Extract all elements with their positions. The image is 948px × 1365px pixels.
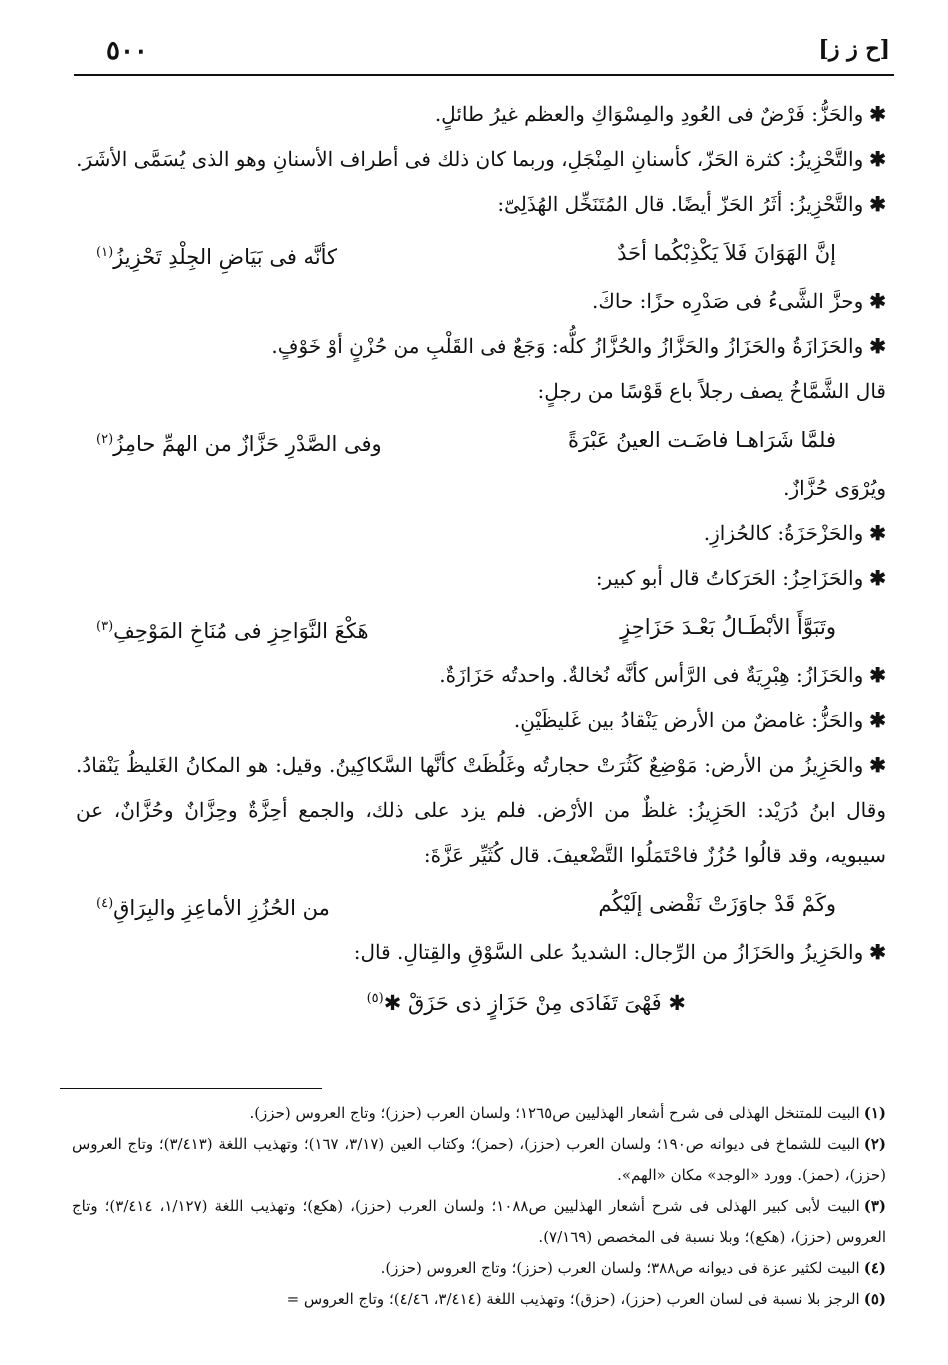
verse-line — [76, 601, 886, 653]
footnote-number: (٣) — [863, 1197, 887, 1215]
quote-intro: قال الشَّمَّاخُ يصف رجلاً باع قَوْسًا من رجلٍ: — [537, 379, 886, 403]
entry — [76, 743, 886, 878]
hemistich-text: من الحُزُزِ الأماعِزِ والبِرَاقِ — [113, 896, 330, 920]
entry-star-icon: ✱ — [869, 663, 886, 687]
entry — [76, 653, 886, 698]
entry-star-icon: ✱ — [668, 991, 686, 1015]
entry-star-icon: ✱ — [869, 289, 886, 313]
footnote — [72, 1098, 886, 1129]
entry — [76, 137, 886, 182]
footnote-marker: (١) — [96, 245, 114, 260]
entry-text: والحَزِيزُ من الأرض: مَوْضِعٌ كَثُرَتْ حجارتُه وغَلُظَتْ كأنَّها السَّكاكِينُ. وقيل: هو المكانُ الغَليظُ يَنْقادُ. وقال ابنُ دُرَيْد: الحَزِيزُ: غلظٌ من الأرْض. فلم يزد على ذلك، والجمع أحِزَّةٌ وحِزَّانٌ وحُزَّانٌ، عن سيبويه، وقد قالُوا حُزُزٌ فاحْتَمَلُوا التَّضْعيفَ. قال كُثَيِّر عَزَّةَ: — [76, 753, 886, 867]
entry-text: والحَزِيزُ والحَزَازُ من الرِّجال: الشديدُ على السَّوْقِ والقِتالِ. قال: — [353, 940, 864, 964]
footnote — [72, 1284, 886, 1315]
entry-star-icon: ✱ — [869, 566, 886, 590]
entry-star-icon: ✱ — [383, 991, 402, 1015]
verse-first-hemistich: وتَبَوَّأَ الأبْطَـالُ بَعْـدَ حَزَاحِزٍ — [620, 615, 836, 639]
footnote-text: الرجز بلا نسبة فى لسان العرب (حزز)، (حزق)؛ وتهذيب اللغة (٣/٤١٤، ٤/٤٦)؛ وتاج العروس = — [286, 1290, 860, 1308]
verse-second-hemistich — [96, 601, 369, 653]
footnote — [72, 1129, 886, 1191]
entry-text: والحَزْحَزَةُ: كالحُزازِ. — [703, 521, 864, 545]
verse-first-hemistich: وكَمْ قَدْ جاوَزَتْ نَقْضى إلَيْكُم — [598, 892, 836, 916]
verse-line — [76, 878, 886, 930]
entry-text: والتَّحْزِيزُ: أثَرُ الحَزّ أيضًا. قال المُتَنَخِّل الهُذَلِىّ: — [497, 192, 864, 216]
page-number: ٥٠٠ — [106, 36, 148, 66]
entry-text: والتَّحْزِيزُ: كثرة الحَزّ، كأسنانِ المِنْجَلِ، وربما كان ذلك فى أطراف الأسنانِ وهو الذى يُسَمَّى الأشَرَ. — [76, 147, 864, 171]
dictionary-page — [60, 26, 894, 1336]
footnote-marker: (٢) — [96, 432, 114, 447]
footnote-divider — [60, 1088, 322, 1089]
footnotes — [72, 1098, 886, 1315]
entry-star-icon: ✱ — [869, 708, 886, 732]
entry-star-icon: ✱ — [869, 521, 886, 545]
entry-text: والحَزَاحِزُ: الحَرَكاتُ قال أبو كبير: — [595, 566, 864, 590]
header-divider — [74, 74, 894, 76]
entry — [76, 324, 886, 369]
entry-star-icon: ✱ — [869, 192, 886, 216]
rajaz-text: فَهْىَ تَفَادَى مِنْ حَزَازٍ ذى حَزَقْ — [408, 991, 662, 1015]
rajaz-line — [76, 975, 886, 1023]
verse-second-hemistich — [96, 414, 382, 466]
footnote-number: (٥) — [863, 1290, 886, 1308]
verse-line — [76, 227, 886, 279]
entry-text: وحزَّ الشَّىءُ فى صَدْرِه حزًا: حاكَ. — [591, 289, 864, 313]
footnote-number: (٤) — [863, 1259, 886, 1277]
entry — [76, 182, 886, 227]
footnote-marker: (٣) — [96, 619, 114, 634]
footnote-text: البيت لكثير عزة فى ديوانه ص٣٨٨؛ ولسان العرب (حزز)؛ وتاج العروس (حزز). — [380, 1259, 860, 1277]
entry — [76, 279, 886, 324]
footnote-text: البيت للشماخ فى ديوانه ص١٩٠؛ ولسان العرب (حزز)، (حمز)؛ وكتاب العين (٣/١٧، ١٦٧)؛ وتهذيب اللغة (٣/٤١٣)؛ وتاج العروس (حزز)، (حمز). وورد «الوجد» مكان «الهم». — [72, 1135, 886, 1184]
footnote-number: (٢) — [863, 1135, 887, 1153]
verse-second-hemistich — [96, 878, 330, 930]
page-header — [60, 26, 894, 70]
entry-text: والحَزُّ: فَرْضٌ فى العُودِ والمِسْوَاكِ والعظم غيرُ طائلٍ. — [434, 102, 864, 126]
hemistich-text: هَكْعَ النَّوَاحِزِ فى مُنَاخِ المَوْحِفِ — [113, 619, 369, 643]
entry-star-icon: ✱ — [869, 334, 886, 358]
verse-first-hemistich: فلمَّا شَرَاهـا فاضَـت العينُ عَبْرَةً — [567, 428, 836, 452]
footnote-marker: (٤) — [96, 896, 114, 911]
footnote-text: البيت لأبى كبير الهذلى فى شرح أشعار الهذليين ص١٠٨٨؛ ولسان العرب (حزز)، (هكع)؛ وتهذيب اللغة (١/١٢٧، ٣/٤١٤)؛ وتاج العروس (حزز)، (هكع)؛ وبلا نسبة فى المخصص (٧/١٦٩). — [72, 1197, 886, 1246]
entry-star-icon: ✱ — [869, 102, 886, 126]
footnote-marker: (٥) — [366, 991, 384, 1006]
entry — [76, 556, 886, 601]
hemistich-text: كأنَّه فى بَيَاضِ الجِلْدِ تَحْزِيزُ — [113, 245, 338, 269]
entry — [76, 930, 886, 975]
root-heading: [ح ز ز] — [818, 36, 890, 62]
footnote — [72, 1191, 886, 1253]
entry — [76, 698, 886, 743]
hemistich-text: وفى الصَّدْرِ حَزَّازٌ من الهمِّ حامِزُ — [113, 432, 382, 456]
verse-first-hemistich: إنَّ الهَوَانَ فَلاَ يَكْذِبْكُما أحَدٌ — [617, 241, 836, 265]
entry-text: والحَزَازُ: هِبْرِيَةٌ فى الرَّأس كأنَّه نُخالةٌ. واحدتُه حَزَازَةٌ. — [439, 663, 864, 687]
footnote-number: (١) — [863, 1104, 886, 1122]
footnote — [72, 1253, 886, 1284]
entry-star-icon: ✱ — [869, 940, 886, 964]
entry-star-icon: ✱ — [869, 147, 886, 171]
variant-note: ويُرْوَى حُزَّازٌ. — [783, 476, 886, 500]
entries-body — [76, 92, 886, 1023]
entry-star-icon: ✱ — [869, 753, 886, 777]
verse-second-hemistich — [96, 227, 337, 279]
verse-line — [76, 414, 886, 466]
entry-text: والحَزَازَةُ والحَزَازُ والحَزَّازُ والحُزَّازُ كلُّه: وَجَعٌ فى القَلْبِ من حُزْنٍ أوْ خَوْفٍ. — [271, 334, 864, 358]
entry — [76, 92, 886, 137]
entry-text: والحَزُّ: غامضٌ من الأرض يَنْقادُ بين غَليظَيْنِ. — [513, 708, 864, 732]
footnote-text: البيت للمتنخل الهذلى فى شرح أشعار الهذليين ص١٢٦٥؛ ولسان العرب (حزز)؛ وتاج العروس (حزز). — [249, 1104, 860, 1122]
entry — [76, 511, 886, 556]
